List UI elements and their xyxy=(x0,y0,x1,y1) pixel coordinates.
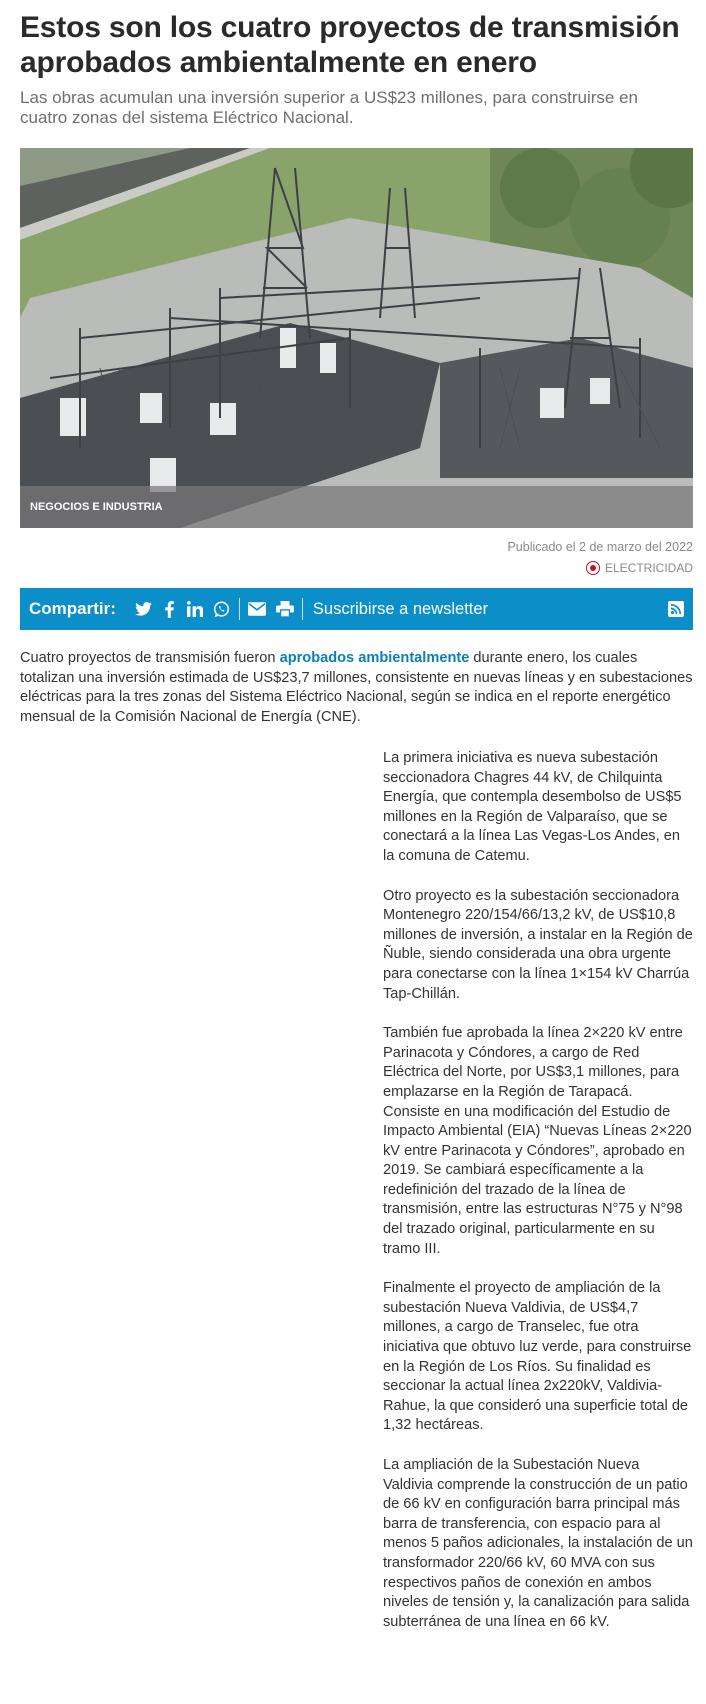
hero-image[interactable] xyxy=(20,148,693,528)
image-caption[interactable]: NEGOCIOS E INDUSTRIA xyxy=(30,501,163,513)
body-paragraph: La primera iniciativa es nueva subestación seccionadora Chagres 44 kV, de Chilquinta Energía, que contempla desembolso de US$5 millones en la Región de Valparaíso, que se conectará a la línea Las Vegas-Los Andes, en la comuna de Catemu. xyxy=(383,750,682,864)
lead-paragraph xyxy=(20,649,693,727)
article-body xyxy=(383,749,693,1652)
approved-link[interactable]: aprobados ambientalmente xyxy=(279,650,470,666)
mail-icon[interactable] xyxy=(248,602,266,616)
category-tag[interactable] xyxy=(586,559,693,577)
facebook-icon[interactable] xyxy=(160,600,179,619)
print-icon[interactable] xyxy=(276,601,294,617)
share-separator xyxy=(302,598,303,620)
share-separator xyxy=(239,598,240,620)
whatsapp-icon[interactable] xyxy=(212,600,231,619)
share-bar xyxy=(20,588,693,630)
lead-text-after: durante enero, los cuales totalizan una inversión estimada de US$23,7 millones, consistente en nuevas líneas y en subestaciones eléctricas para la tres zonas del Sistema Eléctrico Nacional, según se indica en el reporte energético mensual de la Comisión Nacional de Energía (CNE). xyxy=(20,650,693,725)
body-paragraph: La ampliación de la Subestación Nueva Valdivia comprende la construcción de un patio de 66 kV en configuración barra principal más barra de transferencia, con espacio para al menos 5 paños adicionales, la instalación de un transformador 220/66 kV, 60 MVA con sus respectivos paños de conexión en ambos niveles de tensión y, la canalización para salida subterránea de una línea en 66 kV. xyxy=(383,1457,693,1630)
publish-date: Publicado el 2 de marzo del 2022 xyxy=(507,540,693,554)
category-dot-icon xyxy=(586,561,600,575)
body-paragraph: Finalmente el proyecto de ampliación de la subestación Nueva Valdivia, de US$4,7 millones, a cargo de Transelec, fue otra iniciativa que obtuvo luz verde, para construirse en la Región de Los Ríos. Su finalidad es seccionar la actual línea 2x220kV, Valdivia-Rahue, la que consideró una superficie total de 1,32 hectáreas. xyxy=(383,1280,692,1434)
share-label: Compartir: xyxy=(29,599,116,618)
newsletter-link[interactable]: Suscribirse a newsletter xyxy=(312,599,489,618)
linkedin-icon[interactable] xyxy=(186,600,205,619)
twitter-icon[interactable] xyxy=(134,600,153,619)
substation-illustration xyxy=(20,148,693,528)
article-subheadline: Las obras acumulan una inversión superior a US$23 millones, para construirse en cuatro zonas del sistema Eléctrico Nacional. xyxy=(20,88,639,127)
body-paragraph: Otro proyecto es la subestación seccionadora Montenegro 220/154/66/13,2 kV, de US$10,8 millones de inversión, a instalar en la Región de Ñuble, siendo considerada una obra urgente para conectarse con la línea 1×154 kV Charrúa Tap-Chillán. xyxy=(383,887,693,1002)
share-icons xyxy=(134,600,231,619)
image-caption-bar xyxy=(20,486,693,528)
category-label[interactable]: ELECTRICIDAD xyxy=(604,561,693,575)
body-paragraph: También fue aprobada la línea 2×220 kV entre Parinacota y Cóndores, a cargo de Red Eléctrica del Norte, por US$3,1 millones, para emplazarse en la Región de Tarapacá. Consiste en una modificación del Estudio de Impacto Ambiental (EIA) “Nuevas Líneas 2×220 kV entre Parinacota y Cóndores”, aprobado en 2019. Se cambiará específicamente a la redefinición del trazado de la línea de transmisión, entre las estructuras N°75 y N°98 del trazado original, particularmente en su tramo III. xyxy=(383,1025,692,1257)
rss-icon[interactable] xyxy=(668,601,684,617)
article-headline: Estos son los cuatro proyectos de transmisión aprobados ambientalmente en enero xyxy=(20,11,680,79)
lead-text-before: Cuatro proyectos de transmisión fueron xyxy=(20,650,280,666)
